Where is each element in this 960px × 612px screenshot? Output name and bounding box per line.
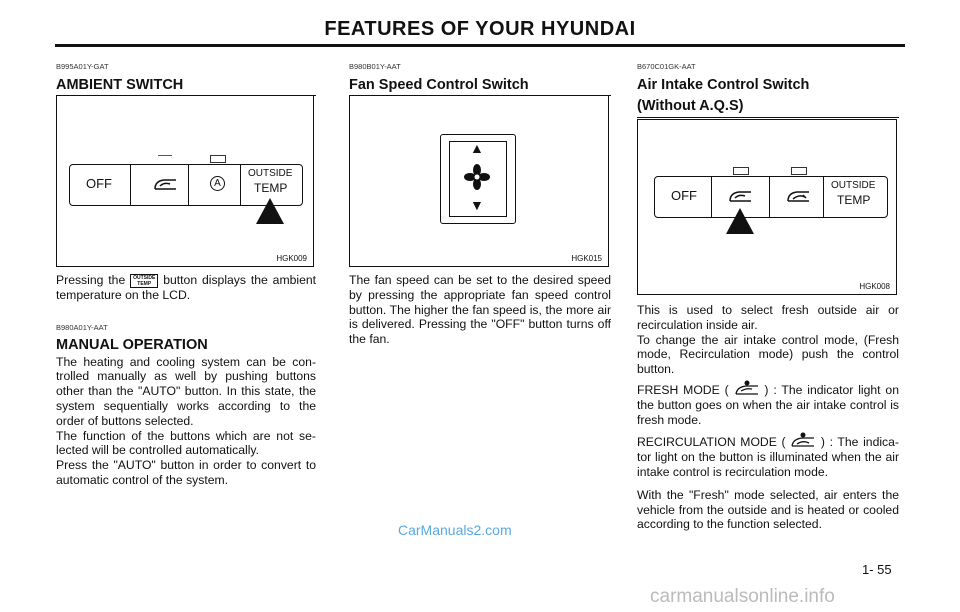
column-air-intake <box>637 62 899 532</box>
manual-paragraph: The heating and cooling system can be con-trolled manually as well by pushing buttons other than the "AUTO" button. In this state, the system sequentially works according to the order of buttons selected. <box>56 354 316 428</box>
fresh-description-paragraph: With the "Fresh" mode selected, air enters the vehicle from the outside and is heated or cooled according to the function selected. <box>637 487 899 532</box>
ambient-paragraph: Pressing the OUTSIDE TEMP button displays the ambient temperature on the LCD. <box>56 273 317 302</box>
outside-temp-button-icon: OUTSIDE TEMP <box>130 274 158 288</box>
section-heading: MANUAL OPERATION <box>56 336 208 353</box>
figure-label: HGK015 <box>571 254 602 263</box>
recirculation-icon <box>785 189 813 205</box>
auto-a-icon: A <box>210 176 225 191</box>
figure-intake-panel <box>637 119 897 295</box>
header-rule <box>55 44 905 47</box>
page-number: 1- 55 <box>862 562 892 577</box>
figure-fan-switch <box>349 95 609 267</box>
off-button-label: OFF <box>86 176 112 191</box>
manual-paragraph-3: Press the "AUTO" button in order to convert to automatic control of the system. <box>56 458 316 487</box>
indicator-line <box>158 155 172 162</box>
column-ambient-switch <box>56 62 316 488</box>
recirculation-mode-paragraph: RECIRCULATION MODE ( ) : The indica-tor light on the button is illuminated when the air intake control is recirculation mode. <box>637 435 899 479</box>
figure-ambient-panel <box>56 95 314 267</box>
outside-label: OUTSIDE <box>248 168 293 179</box>
section-heading: Fan Speed Control Switch <box>349 76 611 96</box>
column-fan-speed <box>349 62 611 347</box>
intake-paragraph: This is used to select fresh outside air or recirculation inside air. <box>637 303 899 332</box>
fresh-mode-paragraph: FRESH MODE ( ) : The indicator light on the button goes on when the air intake control is fresh mode. <box>637 383 899 427</box>
figure-label: HGK008 <box>859 282 890 291</box>
fresh-air-icon <box>727 189 755 205</box>
press-arrow-icon <box>256 198 284 224</box>
panel-divider <box>769 177 770 217</box>
temp-label: TEMP <box>254 181 288 195</box>
indicator-light <box>733 167 749 175</box>
fresh-mode-icon <box>734 384 760 398</box>
panel-divider <box>130 165 131 205</box>
panel-divider <box>240 165 241 205</box>
panel-divider <box>188 165 189 205</box>
press-arrow-icon <box>726 208 754 234</box>
fan-up-arrow-icon: ▲ <box>470 140 484 156</box>
indicator-light <box>210 155 226 163</box>
fan-paragraph: The fan speed can be set to the desired speed by pressing the appropriate fan speed control button. The higher the fan speed is, the more air is delivered. Pressing the "OFF" button turns off the fan. <box>349 273 611 347</box>
indicator-light <box>791 167 807 175</box>
off-button-label: OFF <box>671 188 697 203</box>
control-panel <box>654 176 888 218</box>
recirculation-icon <box>152 177 180 193</box>
outside-label: OUTSIDE <box>831 180 876 191</box>
footer-watermark: carmanualsonline.info <box>650 586 835 607</box>
intake-paragraph-2: To change the air intake control mode, (Fresh mode, Recirculation mode) push the control button. <box>637 332 899 377</box>
fan-down-arrow-icon: ▼ <box>470 197 484 213</box>
section-code: B980B01Y-AAT <box>349 62 401 71</box>
section-code: B995A01Y-GAT <box>56 62 109 71</box>
section-heading-line2: (Without A.Q.S) <box>637 95 899 118</box>
section-heading: Air Intake Control Switch <box>637 77 810 93</box>
section-code: B670C01GK-AAT <box>637 62 696 71</box>
manual-paragraph-2: The function of the buttons which are not se-lected will be controlled automatically. <box>56 428 316 458</box>
fan-switch-panel <box>440 134 516 224</box>
recirculation-mode-icon <box>790 436 816 450</box>
section-heading: AMBIENT SWITCH <box>56 76 316 96</box>
panel-divider <box>711 177 712 217</box>
fan-icon <box>464 164 490 190</box>
section-code: B980A01Y-AAT <box>56 322 108 332</box>
temp-label: TEMP <box>837 193 871 207</box>
figure-label: HGK009 <box>276 254 307 263</box>
panel-divider <box>823 177 824 217</box>
page-header-title: FEATURES OF YOUR HYUNDAI <box>324 18 636 40</box>
watermark: CarManuals2.com <box>398 522 512 538</box>
